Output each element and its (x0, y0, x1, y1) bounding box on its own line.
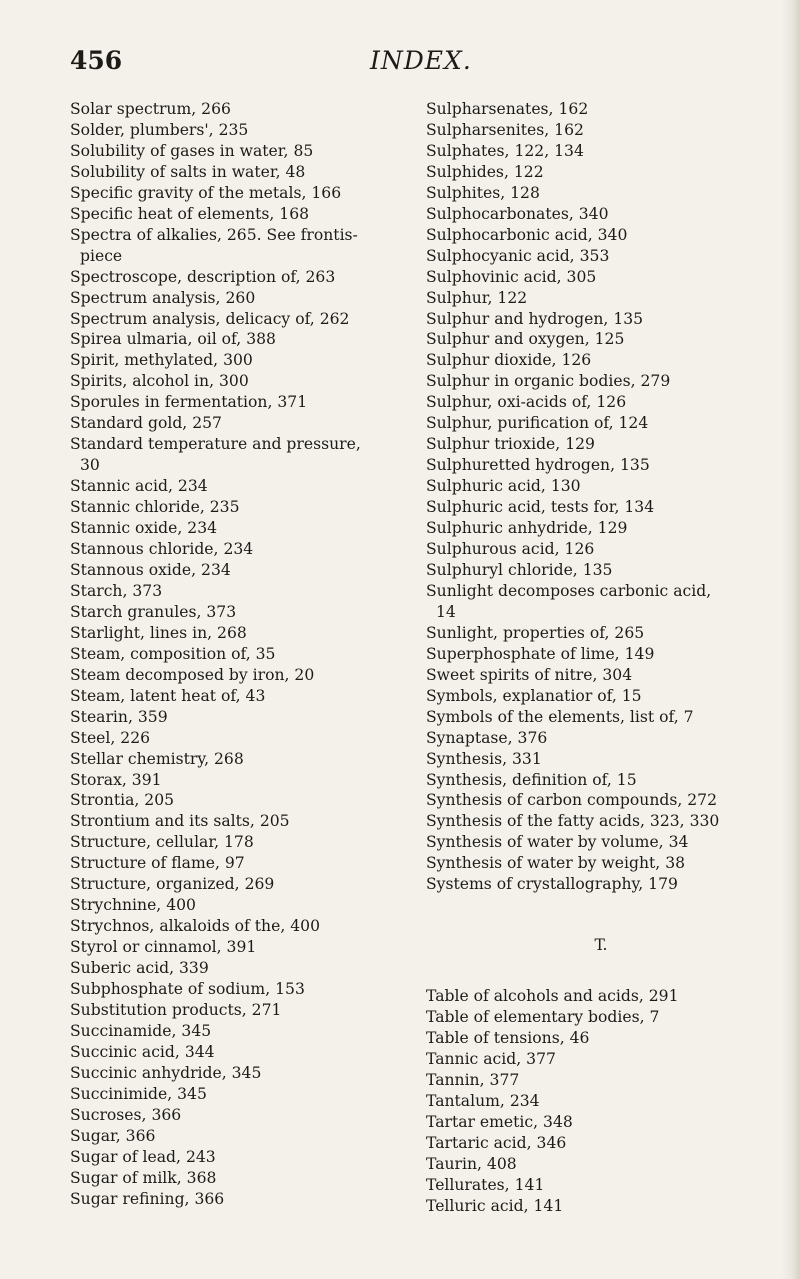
index-entry-text: Stannous oxide, 234 (70, 560, 231, 579)
index-entry (426, 811, 776, 832)
index-entry (426, 476, 776, 497)
index-entry-text: Tannin, 377 (426, 1070, 520, 1089)
index-entry-text: Synthesis of the fatty acids, 323, 330 (426, 812, 720, 831)
index-entry (426, 183, 776, 204)
index-entry (70, 350, 405, 371)
index-entry-text: Sugar of milk, 368 (70, 1168, 217, 1187)
index-entry-text: Stearin, 359 (70, 707, 168, 726)
index-entry-text: Substitution products, 271 (70, 1000, 282, 1019)
index-entry-continuation: 14 (436, 602, 456, 621)
index-entry-text: Storax, 391 (70, 770, 162, 789)
index-entry (426, 644, 776, 665)
index-entry (426, 497, 776, 518)
index-entry (426, 1049, 776, 1070)
index-entry-text: Sulphovinic acid, 305 (426, 267, 597, 286)
index-entry (70, 644, 405, 665)
index-entries-t (426, 986, 776, 1216)
index-entry (70, 602, 405, 623)
index-entry-text: Synaptase, 376 (426, 728, 548, 747)
index-entry (426, 455, 776, 476)
index-entry (70, 392, 405, 413)
index-entry (70, 329, 405, 350)
index-entry (426, 1175, 776, 1196)
index-entry (70, 371, 405, 392)
index-entry (426, 204, 776, 225)
index-entry (70, 1063, 405, 1084)
index-entry (70, 141, 405, 162)
index-entry-text: Synthesis of carbon compounds, 272 (426, 791, 718, 810)
index-entry-text: Sulphur, purification of, 124 (426, 414, 649, 433)
index-column-right (426, 99, 776, 1217)
index-entry-text: Specific gravity of the metals, 166 (70, 183, 342, 202)
index-entry-text: Sulphocyanic acid, 353 (426, 246, 610, 265)
index-entry (70, 1189, 405, 1210)
index-entry (70, 1105, 405, 1126)
index-entry (426, 770, 776, 791)
index-entry-text: Sulphuric anhydride, 129 (426, 519, 628, 538)
index-entry-text: Sulphur in organic bodies, 279 (426, 372, 671, 391)
index-entry-text: Symbols of the elements, list of, 7 (426, 707, 694, 726)
index-entry-text: Table of alcohols and acids, 291 (426, 987, 679, 1006)
index-entry-text: Sucroses, 366 (70, 1105, 182, 1124)
index-entry-text: Table of elementary bodies, 7 (426, 1008, 660, 1027)
index-entry-text: Sulphur, oxi-acids of, 126 (426, 393, 627, 412)
index-entry (426, 309, 776, 330)
index-entry (70, 853, 405, 874)
index-entry (70, 518, 405, 539)
index-entries-s (426, 99, 776, 895)
index-entry (70, 749, 405, 770)
index-entry-text: Sulphuretted hydrogen, 135 (426, 456, 650, 475)
index-entry-text: Styrol or cinnamol, 391 (70, 938, 257, 957)
index-entry (426, 288, 776, 309)
index-entry (70, 225, 405, 267)
index-entry-text: Systems of crystallography, 179 (426, 875, 678, 894)
index-entry-text: Sulphuric acid, 130 (426, 477, 581, 496)
index-entry-text: Spirit, methylated, 300 (70, 351, 253, 370)
index-entry (426, 560, 776, 581)
index-entry (70, 497, 405, 518)
index-entry-text: Spirea ulmaria, oil of, 388 (70, 330, 276, 349)
index-entry-text: Sulphites, 128 (426, 183, 540, 202)
index-entry-text: Tantalum, 234 (426, 1091, 540, 1110)
index-entry-text: Spectroscope, description of, 263 (70, 267, 336, 286)
index-entry-text: Sulphocarbonic acid, 340 (426, 225, 628, 244)
index-entry-text: Sulphurous acid, 126 (426, 540, 595, 559)
index-entry-text: Telluric acid, 141 (426, 1196, 564, 1215)
index-entry (70, 728, 405, 749)
index-entry (70, 832, 405, 853)
index-entry (70, 99, 405, 120)
index-entry-text: Sulphur trioxide, 129 (426, 435, 595, 454)
index-column-left (70, 99, 405, 1210)
index-entry-text: Stannic oxide, 234 (70, 519, 218, 538)
index-entry (426, 749, 776, 770)
index-entry (70, 309, 405, 330)
index-entry (426, 1133, 776, 1154)
index-entry (426, 686, 776, 707)
index-entry-text: Stannous chloride, 234 (70, 540, 254, 559)
index-entry (426, 728, 776, 749)
index-entry-text: Spectrum analysis, 260 (70, 288, 256, 307)
index-entry-text: Sulphuryl chloride, 135 (426, 560, 613, 579)
index-entry-text: Steel, 226 (70, 728, 151, 747)
index-entry-text: Stannic chloride, 235 (70, 498, 240, 517)
index-entry (426, 707, 776, 728)
index-entry (426, 162, 776, 183)
index-entry (426, 1196, 776, 1217)
index-entry-text: Sunlight decomposes carbonic acid, (426, 581, 712, 600)
index-entry-text: Sulphur and hydrogen, 135 (426, 309, 644, 328)
index-entry-text: Sugar refining, 366 (70, 1189, 225, 1208)
index-entry-text: Steam decomposed by iron, 20 (70, 665, 315, 684)
index-entry (70, 1000, 405, 1021)
index-entry-text: Structure, organized, 269 (70, 875, 275, 894)
index-entry-text: Synthesis, 331 (426, 749, 542, 768)
index-entry-text: Stellar chemistry, 268 (70, 749, 244, 768)
index-entry (426, 329, 776, 350)
index-entry (70, 1147, 405, 1168)
index-entry (426, 581, 776, 623)
page-edge-shadow (782, 0, 800, 1279)
index-entry (70, 811, 405, 832)
index-entry (426, 225, 776, 246)
index-entry (426, 141, 776, 162)
index-entry (426, 623, 776, 644)
index-entry-text: Starlight, lines in, 268 (70, 623, 247, 642)
index-entry-text: Sporules in fermentation, 371 (70, 393, 308, 412)
index-entry-text: Starch, 373 (70, 581, 163, 600)
index-entry-text: Sulphur dioxide, 126 (426, 351, 592, 370)
index-entry-text: Standard gold, 257 (70, 414, 222, 433)
index-entry (70, 623, 405, 644)
index-entry (70, 204, 405, 225)
index-entry-text: Strychnos, alkaloids of the, 400 (70, 917, 321, 936)
index-entry (426, 790, 776, 811)
index-entry-text: Subphosphate of sodium, 153 (70, 980, 305, 999)
index-entry (70, 1084, 405, 1105)
index-entry-text: Synthesis, definition of, 15 (426, 770, 637, 789)
index-entry-text: Specific heat of elements, 168 (70, 204, 310, 223)
index-entry (426, 267, 776, 288)
index-entry (426, 1028, 776, 1049)
index-entry-text: Sulphides, 122 (426, 162, 544, 181)
index-entry-text: Solubility of gases in water, 85 (70, 141, 314, 160)
index-entry-text: Structure, cellular, 178 (70, 833, 254, 852)
index-entry (70, 183, 405, 204)
index-entry (426, 371, 776, 392)
index-entry-text: Sugar, 366 (70, 1126, 156, 1145)
index-entry-text: Tellurates, 141 (426, 1175, 545, 1194)
index-entry-text: Spirits, alcohol in, 300 (70, 372, 249, 391)
index-entry (426, 665, 776, 686)
index-entry (426, 1091, 776, 1112)
index-entry (70, 979, 405, 1000)
index-entry-text: Synthesis of water by volume, 34 (426, 833, 689, 852)
index-entry-text: Strontia, 205 (70, 791, 175, 810)
index-entry-text: Succinamide, 345 (70, 1021, 212, 1040)
index-entry-continuation: 30 (80, 456, 100, 475)
index-entry-text: Symbols, explanatior of, 15 (426, 686, 642, 705)
index-entry (70, 539, 405, 560)
index-entry-text: Succinimide, 345 (70, 1084, 207, 1103)
index-entry-text: Solder, plumbers', 235 (70, 120, 249, 139)
index-entry (426, 853, 776, 874)
index-entry (70, 162, 405, 183)
index-entry-text: Synthesis of water by weight, 38 (426, 854, 686, 873)
index-entry-text: Solubility of salts in water, 48 (70, 162, 306, 181)
index-entry-text: Sulpharsenates, 162 (426, 100, 589, 118)
index-entry-text: Sunlight, properties of, 265 (426, 623, 645, 642)
index-entry-text: Spectrum analysis, delicacy of, 262 (70, 309, 350, 328)
index-entry (70, 560, 405, 581)
index-entry-text: Sulpharsenites, 162 (426, 120, 584, 139)
section-letter-heading: T. (594, 936, 608, 955)
index-entry (426, 434, 776, 455)
index-entry (70, 413, 405, 434)
index-entry (426, 539, 776, 560)
index-entry-text: Superphosphate of lime, 149 (426, 644, 655, 663)
index-entry (70, 288, 405, 309)
index-entry (70, 874, 405, 895)
index-entry-text: Stannic acid, 234 (70, 477, 208, 496)
index-entry-text: Sweet spirits of nitre, 304 (426, 665, 633, 684)
index-entry-text: Structure of flame, 97 (70, 854, 245, 873)
index-entry-text: Tartaric acid, 346 (426, 1133, 567, 1152)
index-entry-text: Spectra of alkalies, 265. See frontis- (70, 225, 358, 244)
index-entry (70, 1021, 405, 1042)
index-entry-text: Succinic acid, 344 (70, 1042, 215, 1061)
index-entry-text: Sugar of lead, 243 (70, 1147, 216, 1166)
index-entry (70, 916, 405, 937)
index-entry (426, 1007, 776, 1028)
index-entry (426, 1070, 776, 1091)
index-entry-text: Steam, composition of, 35 (70, 644, 276, 663)
index-entry-text: Strontium and its salts, 205 (70, 812, 290, 831)
index-entry (426, 350, 776, 371)
index-entry-text: Table of tensions, 46 (426, 1029, 590, 1048)
running-head: INDEX. (370, 46, 472, 75)
index-entry-text: Starch granules, 373 (70, 602, 237, 621)
index-entry-text: Suberic acid, 339 (70, 959, 209, 978)
index-entry (426, 832, 776, 853)
index-entry (70, 937, 405, 958)
index-entry (70, 770, 405, 791)
index-entry (70, 790, 405, 811)
index-entry (70, 120, 405, 141)
index-entry-continuation: piece (80, 246, 123, 265)
index-entry (70, 1126, 405, 1147)
index-entry (426, 392, 776, 413)
index-entry (426, 413, 776, 434)
index-entry (70, 1042, 405, 1063)
index-entry (70, 958, 405, 979)
index-entry (426, 99, 776, 120)
index-entry (426, 986, 776, 1007)
index-entry (426, 120, 776, 141)
index-entry (70, 476, 405, 497)
index-entry (426, 1154, 776, 1175)
index-entry-text: Strychnine, 400 (70, 896, 196, 915)
index-entry (426, 874, 776, 895)
index-entry-text: Sulphates, 122, 134 (426, 141, 584, 160)
index-entry (70, 895, 405, 916)
index-entry-text: Sulphur and oxygen, 125 (426, 330, 625, 349)
index-entry-text: Solar spectrum, 266 (70, 100, 231, 118)
index-entry (70, 665, 405, 686)
index-entry-text: Taurin, 408 (426, 1154, 517, 1173)
page-header (70, 46, 740, 86)
index-entry (70, 686, 405, 707)
index-entry-text: Steam, latent heat of, 43 (70, 686, 266, 705)
index-entry-text: Tannic acid, 377 (426, 1050, 556, 1069)
index-entry (70, 267, 405, 288)
index-entry-text: Tartar emetic, 348 (426, 1112, 573, 1131)
index-entry (70, 707, 405, 728)
page-number: 456 (70, 46, 123, 75)
index-entry (426, 1112, 776, 1133)
index-entry-text: Standard temperature and pressure, (70, 435, 361, 454)
index-entry (70, 581, 405, 602)
index-entry-text: Sulphuric acid, tests for, 134 (426, 498, 655, 517)
index-entry-text: Sulphur, 122 (426, 288, 528, 307)
index-entry-text: Succinic anhydride, 345 (70, 1063, 262, 1082)
index-entry (70, 434, 405, 476)
index-entry (70, 1168, 405, 1189)
index-entry (426, 246, 776, 267)
index-entry (426, 518, 776, 539)
index-entry-text: Sulphocarbonates, 340 (426, 204, 609, 223)
